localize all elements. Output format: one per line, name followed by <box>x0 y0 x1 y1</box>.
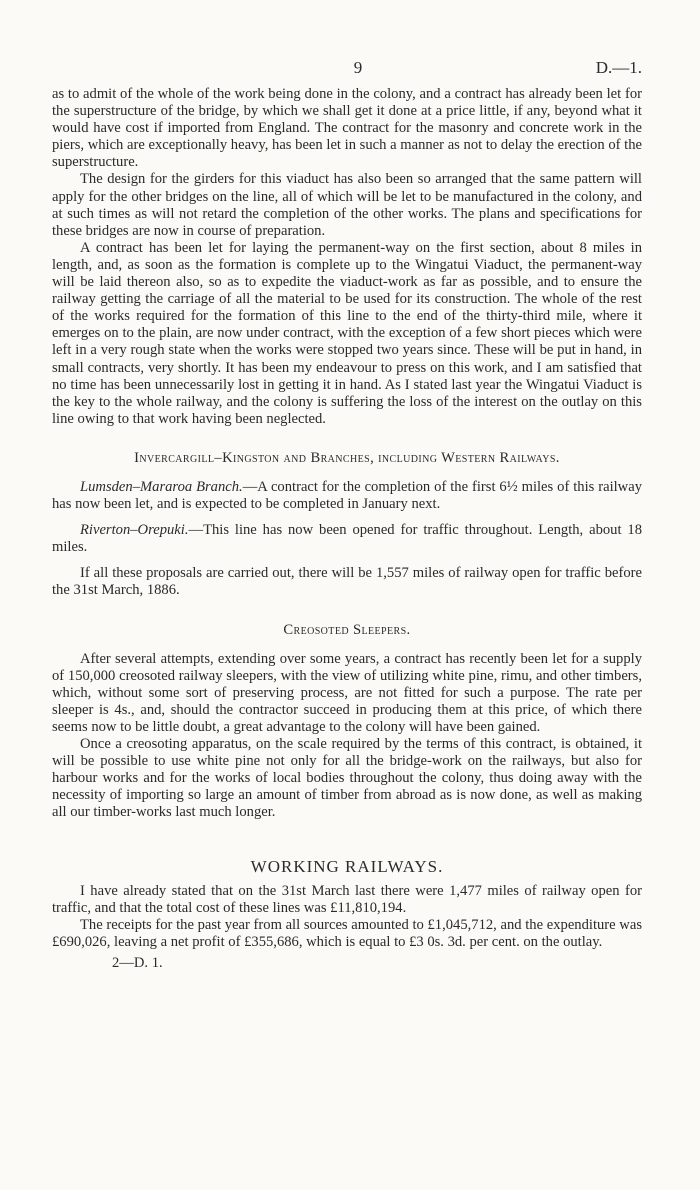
section-heading-creosoted-sleepers: Creosoted Sleepers. <box>283 621 411 638</box>
document-reference: D.—1. <box>595 58 642 77</box>
branch-text-lumsden: —A contract for the completion of the first 6½ miles of this railway has now been let, and is expected to be completed in January next. <box>52 478 642 513</box>
paragraph-receipts: The receipts for the past year from all sources amounted to £1,045,712, and the expenditure was £690,026, leaving a net profit of £355,686, which is equal to £3 0s. 3d. per cent. on the outlay. <box>52 916 642 950</box>
branch-text-riverton: —This line has now been opened for traffic throughout. Length, about 18 miles. <box>52 522 642 556</box>
page-header <box>52 0 642 86</box>
page-number: 9 <box>353 58 363 77</box>
section-heading-invercargill: Invercargill–Kingston and Branches, including Western Railways. <box>134 449 560 466</box>
paragraph-sleeper-contract: After several attempts, extending over some years, a contract has recently been let for a supply of 150,000 creosoted railway sleepers, with the view of utilizing white pine, rimu, and other timbers, which, without some sort of preserving process, are not fitted for such a purpose. The rate per sleeper is 4s., and, should the contractor succeed in producing them at this price, of which there seems now to be little doubt, a great advantage to the colony will have been gained. <box>52 650 642 735</box>
paragraph-proposals-summary: If all these proposals are carried out, there will be 1,557 miles of railway open for traffic before the 31st March, 1886. <box>52 565 642 599</box>
paragraph-miles-open: I have already stated that on the 31st March last there were 1,477 miles of railway open for traffic, and that the total cost of these lines was £11,810,194. <box>52 882 642 916</box>
paragraph-permanent-way: A contract has been let for laying the permanent-way on the first section, about 8 miles in length, and, as soon as the formation is complete up to the Wingatui Viaduct, the permanent-way will be laid thereon also, so as to expedite the viaduct-work as far as possible, and to ensure the railway getting the carriage of all the material to be used for its construction. The whole of the rest of the works required for the formation of this line to the end of the thirty-third mile, where it emerges on to the plain, are now under contract, with the exception of a few short pieces which were left in a very rough state when the works were stopped two years since. These will be put in hand, in small contracts, very shortly. It has been my endeavour to press on this work, and I am satisfied that no time has been unnecessarily lost in getting it in hand. As I stated last year the Wingatui Viaduct is the key to the whole railway, and the colony is suffering the loss of the interest on the outlay on this line owing to that work having been neglected. <box>52 239 642 427</box>
paragraph-lumsden-mararoa <box>52 479 642 513</box>
branch-title-riverton: Riverton–Orepuki. <box>80 522 189 539</box>
section-heading-working-railways: WORKING RAILWAYS. <box>250 856 444 876</box>
paragraph-girder-design: The design for the girders for this viaduct has also been so arranged that the same pattern will apply for the other bridges on the line, all of which will be let to be manufactured in the colony, and at such times as will not retard the completion of the other works. The plans and specifications for these bridges are now in course of preparation. <box>52 171 642 239</box>
signature-mark: 2—D. 1. <box>112 955 163 972</box>
paragraph-riverton-orepuki <box>52 522 642 556</box>
branch-title-lumsden: Lumsden–Mararoa Branch. <box>80 478 243 495</box>
paragraph-viaduct-contract: as to admit of the whole of the work being done in the colony, and a contract has already been let for the superstructure of the bridge, by which we shall get it done at a price little, if any, beyond what it would have cost if imported from England. The contract for the masonry and concrete work in the piers, which are exceptionally heavy, has been let in such a manner as not to delay the erection of the superstructure. <box>52 86 642 171</box>
paragraph-creosoting-apparatus: Once a creosoting apparatus, on the scale required by the terms of this contract, is obtained, it will be possible to use white pine not only for all the bridge-work on the railways, but also for harbour works and for the works of local bodies throughout the colony, thus doing away with the necessity of importing so large an amount of timber from abroad as is now done, as well as making all our timber-works last much longer. <box>52 736 642 821</box>
